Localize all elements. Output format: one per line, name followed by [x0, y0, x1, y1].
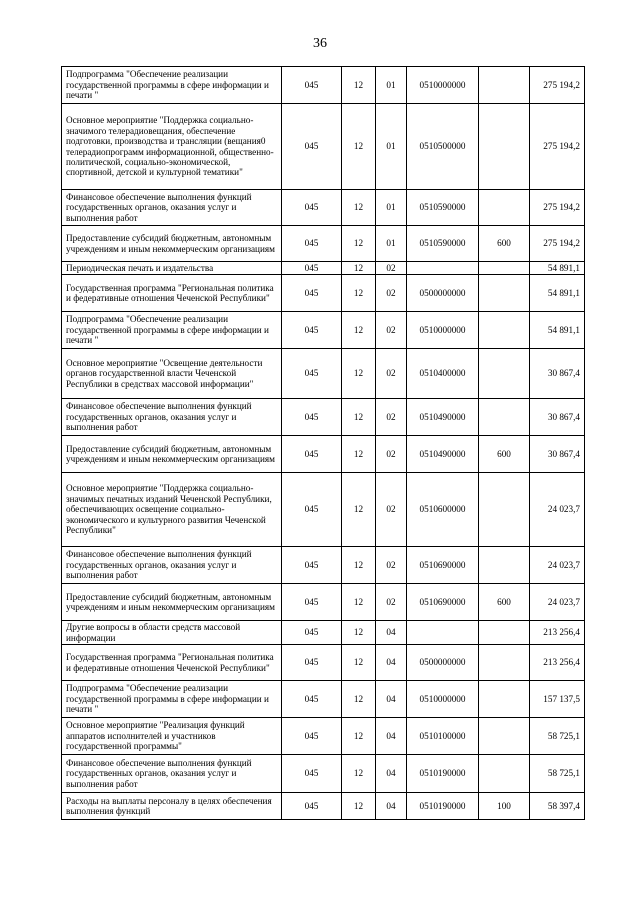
table-row — [62, 349, 585, 399]
table-row — [62, 718, 585, 755]
row-section-code: 12 — [342, 645, 376, 681]
row-name: Подпрограмма "Обеспечение реализации государственной программы в сфере информации и печати " — [62, 312, 282, 349]
row-target-code: 0510490000 — [407, 399, 479, 436]
row-name: Подпрограмма "Обеспечение реализации государственной программы в сфере информации и печати " — [62, 681, 282, 718]
row-target-code: 0510190000 — [407, 755, 479, 793]
row-section-code: 12 — [342, 275, 376, 312]
row-amount: 24 023,7 — [530, 473, 585, 547]
row-section-code: 12 — [342, 104, 376, 190]
row-section-code: 12 — [342, 190, 376, 226]
row-name: Основное мероприятие "Поддержка социально-значимого телерадиовещания, обеспечение подготовки, производства и трансляции (вещания0 телерадиопрограмм информационной, общественно-политической, социально-экономической, спортивной, детской и культурной тематики" — [62, 104, 282, 190]
row-amount: 213 256,4 — [530, 621, 585, 645]
row-amount: 58 397,4 — [530, 793, 585, 820]
row-subsection-code: 02 — [376, 399, 407, 436]
row-subsection-code: 02 — [376, 349, 407, 399]
row-name: Подпрограмма "Обеспечение реализации государственной программы в сфере информации и печати " — [62, 67, 282, 104]
row-expense-type-code: 600 — [479, 584, 530, 621]
page-number: 36 — [313, 36, 327, 51]
row-target-code: 0500000000 — [407, 645, 479, 681]
row-ministry-code: 045 — [282, 262, 342, 275]
row-target-code: 0510000000 — [407, 681, 479, 718]
row-name: Другие вопросы в области средств массовой информации — [62, 621, 282, 645]
row-section-code: 12 — [342, 67, 376, 104]
table-row — [62, 681, 585, 718]
row-amount: 30 867,4 — [530, 436, 585, 473]
table-row — [62, 399, 585, 436]
row-name: Государственная программа "Региональная политика и федеративные отношения Чеченской Республики" — [62, 645, 282, 681]
row-ministry-code: 045 — [282, 104, 342, 190]
row-ministry-code: 045 — [282, 226, 342, 262]
row-name: Финансовое обеспечение выполнения функций государственных органов, оказания услуг и выполнения работ — [62, 547, 282, 584]
table-row — [62, 645, 585, 681]
row-section-code: 12 — [342, 436, 376, 473]
row-section-code: 12 — [342, 262, 376, 275]
row-ministry-code: 045 — [282, 584, 342, 621]
row-expense-type-code — [479, 399, 530, 436]
row-expense-type-code: 600 — [479, 436, 530, 473]
row-target-code: 0510500000 — [407, 104, 479, 190]
table-row — [62, 793, 585, 820]
row-ministry-code: 045 — [282, 436, 342, 473]
row-section-code: 12 — [342, 718, 376, 755]
table-row — [62, 755, 585, 793]
row-section-code: 12 — [342, 621, 376, 645]
row-amount: 275 194,2 — [530, 190, 585, 226]
row-amount: 54 891,1 — [530, 275, 585, 312]
row-section-code: 12 — [342, 793, 376, 820]
row-subsection-code: 04 — [376, 718, 407, 755]
row-expense-type-code — [479, 681, 530, 718]
row-ministry-code: 045 — [282, 275, 342, 312]
row-target-code: 0510600000 — [407, 473, 479, 547]
row-amount: 24 023,7 — [530, 547, 585, 584]
row-target-code: 0510190000 — [407, 793, 479, 820]
budget-table-body — [62, 67, 585, 820]
row-expense-type-code — [479, 547, 530, 584]
row-ministry-code: 045 — [282, 793, 342, 820]
row-amount: 213 256,4 — [530, 645, 585, 681]
row-subsection-code: 02 — [376, 473, 407, 547]
table-row — [62, 104, 585, 190]
row-name: Финансовое обеспечение выполнения функций государственных органов, оказания услуг и выполнения работ — [62, 190, 282, 226]
row-amount: 30 867,4 — [530, 399, 585, 436]
row-subsection-code: 04 — [376, 621, 407, 645]
row-section-code: 12 — [342, 755, 376, 793]
row-subsection-code: 01 — [376, 104, 407, 190]
row-expense-type-code — [479, 473, 530, 547]
row-subsection-code: 01 — [376, 226, 407, 262]
row-expense-type-code — [479, 621, 530, 645]
row-expense-type-code — [479, 190, 530, 226]
table-row — [62, 67, 585, 104]
row-name: Расходы на выплаты персоналу в целях обеспечения выполнения функций — [62, 793, 282, 820]
row-expense-type-code — [479, 349, 530, 399]
row-target-code: 0510590000 — [407, 226, 479, 262]
row-target-code: 0510590000 — [407, 190, 479, 226]
row-amount: 54 891,1 — [530, 262, 585, 275]
row-subsection-code: 04 — [376, 681, 407, 718]
row-amount: 275 194,2 — [530, 104, 585, 190]
row-amount: 24 023,7 — [530, 584, 585, 621]
row-ministry-code: 045 — [282, 349, 342, 399]
row-ministry-code: 045 — [282, 681, 342, 718]
row-name: Основное мероприятие "Поддержка социально-значимых печатных изданий Чеченской Республики, обеспечивающих освещение социально-экономического и культурного развития Чеченской Республики" — [62, 473, 282, 547]
table-row — [62, 226, 585, 262]
row-target-code: 0510000000 — [407, 312, 479, 349]
row-subsection-code: 02 — [376, 275, 407, 312]
budget-table — [61, 66, 585, 820]
row-subsection-code: 04 — [376, 793, 407, 820]
row-subsection-code: 01 — [376, 190, 407, 226]
row-amount: 30 867,4 — [530, 349, 585, 399]
row-amount: 275 194,2 — [530, 226, 585, 262]
row-target-code — [407, 621, 479, 645]
row-ministry-code: 045 — [282, 645, 342, 681]
row-name: Финансовое обеспечение выполнения функций государственных органов, оказания услуг и выполнения работ — [62, 399, 282, 436]
row-name: Предоставление субсидий бюджетным, автономным учреждениям и иным некоммерческим организациям — [62, 584, 282, 621]
row-ministry-code: 045 — [282, 755, 342, 793]
table-row — [62, 190, 585, 226]
row-ministry-code: 045 — [282, 312, 342, 349]
row-ministry-code: 045 — [282, 399, 342, 436]
row-name: Предоставление субсидий бюджетным, автономным учреждениям и иным некоммерческим организациям — [62, 226, 282, 262]
row-amount: 54 891,1 — [530, 312, 585, 349]
row-amount: 58 725,1 — [530, 755, 585, 793]
row-subsection-code: 02 — [376, 547, 407, 584]
row-expense-type-code — [479, 645, 530, 681]
row-expense-type-code — [479, 262, 530, 275]
table-row — [62, 436, 585, 473]
row-ministry-code: 045 — [282, 621, 342, 645]
row-section-code: 12 — [342, 226, 376, 262]
row-expense-type-code — [479, 718, 530, 755]
row-target-code: 0510490000 — [407, 436, 479, 473]
row-target-code: 0510400000 — [407, 349, 479, 399]
row-subsection-code: 02 — [376, 584, 407, 621]
row-expense-type-code — [479, 755, 530, 793]
row-target-code: 0510100000 — [407, 718, 479, 755]
row-target-code — [407, 262, 479, 275]
row-subsection-code: 02 — [376, 262, 407, 275]
row-target-code: 0510690000 — [407, 547, 479, 584]
row-amount: 58 725,1 — [530, 718, 585, 755]
row-section-code: 12 — [342, 473, 376, 547]
row-name: Финансовое обеспечение выполнения функций государственных органов, оказания услуг и выполнения работ — [62, 755, 282, 793]
row-name: Государственная программа "Региональная политика и федеративные отношения Чеченской Республики" — [62, 275, 282, 312]
row-section-code: 12 — [342, 584, 376, 621]
row-name: Предоставление субсидий бюджетным, автономным учреждениям и иным некоммерческим организациям — [62, 436, 282, 473]
row-section-code: 12 — [342, 547, 376, 584]
row-target-code: 0510000000 — [407, 67, 479, 104]
row-expense-type-code: 600 — [479, 226, 530, 262]
row-ministry-code: 045 — [282, 473, 342, 547]
row-subsection-code: 04 — [376, 645, 407, 681]
table-row — [62, 621, 585, 645]
row-ministry-code: 045 — [282, 190, 342, 226]
row-amount: 157 137,5 — [530, 681, 585, 718]
table-row — [62, 312, 585, 349]
row-expense-type-code — [479, 104, 530, 190]
row-section-code: 12 — [342, 349, 376, 399]
row-target-code: 0510690000 — [407, 584, 479, 621]
row-expense-type-code: 100 — [479, 793, 530, 820]
row-expense-type-code — [479, 275, 530, 312]
row-subsection-code: 02 — [376, 312, 407, 349]
row-ministry-code: 045 — [282, 67, 342, 104]
row-ministry-code: 045 — [282, 547, 342, 584]
table-row — [62, 262, 585, 275]
row-subsection-code: 02 — [376, 436, 407, 473]
table-row — [62, 275, 585, 312]
row-ministry-code: 045 — [282, 718, 342, 755]
table-row — [62, 584, 585, 621]
row-name: Периодическая печать и издательства — [62, 262, 282, 275]
row-name: Основное мероприятие "Реализация функций аппаратов исполнителей и участников государственной программы" — [62, 718, 282, 755]
row-section-code: 12 — [342, 681, 376, 718]
row-expense-type-code — [479, 67, 530, 104]
row-amount: 275 194,2 — [530, 67, 585, 104]
table-row — [62, 547, 585, 584]
row-expense-type-code — [479, 312, 530, 349]
row-section-code: 12 — [342, 399, 376, 436]
row-section-code: 12 — [342, 312, 376, 349]
row-subsection-code: 01 — [376, 67, 407, 104]
row-target-code: 0500000000 — [407, 275, 479, 312]
row-subsection-code: 04 — [376, 755, 407, 793]
row-name: Основное мероприятие "Освещение деятельности органов государственной власти Чеченской Республики в средствах массовой информации" — [62, 349, 282, 399]
table-row — [62, 473, 585, 547]
